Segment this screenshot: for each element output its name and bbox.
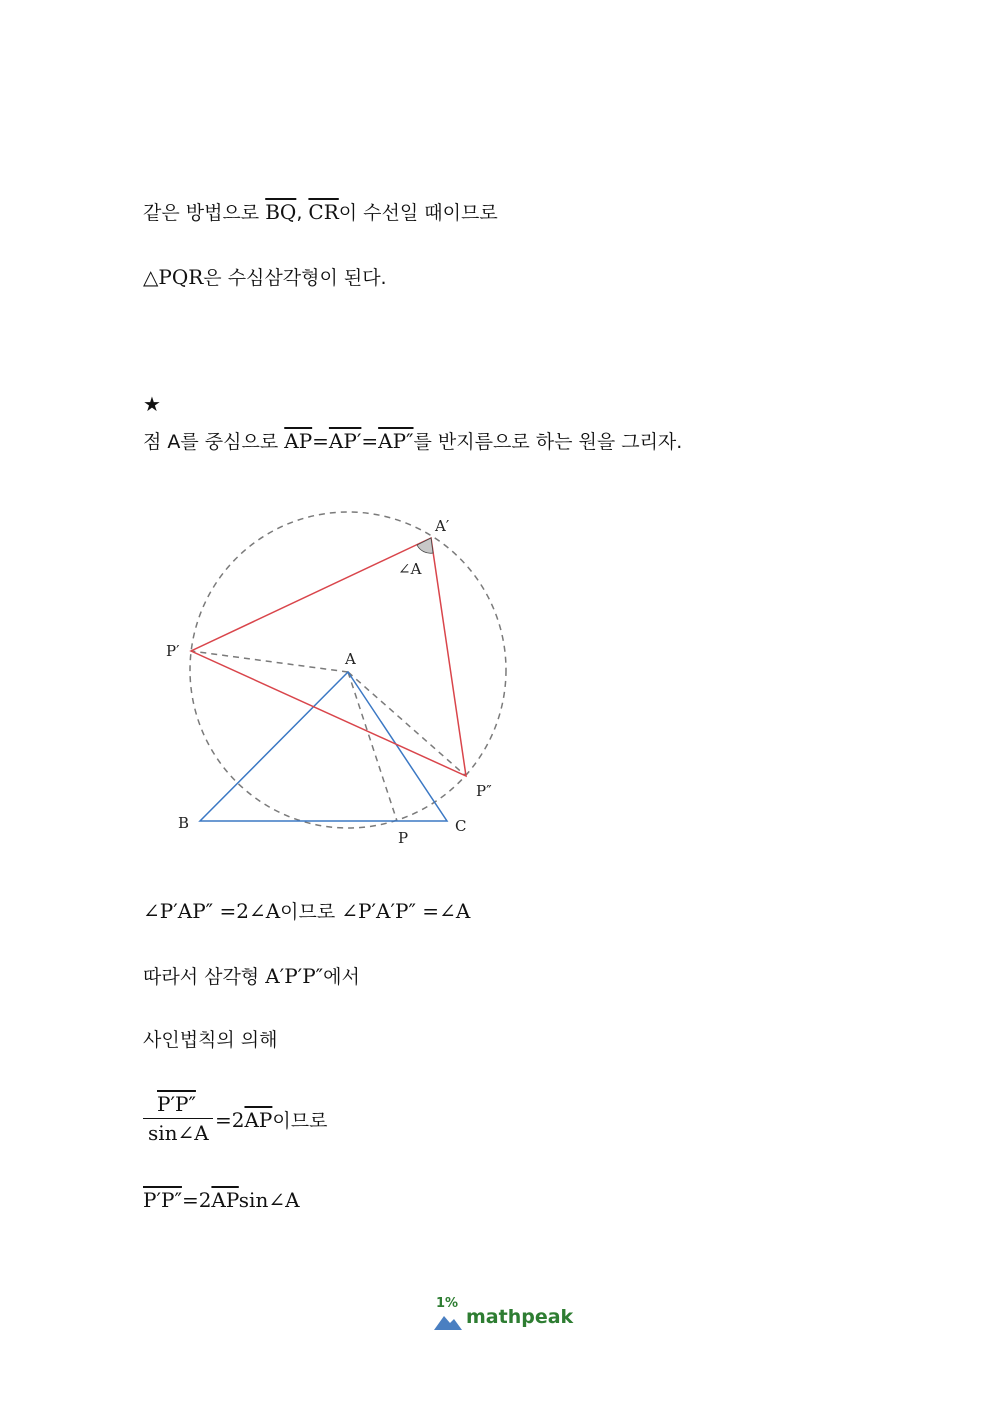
- circle: [190, 512, 506, 828]
- line-6: [143, 1025, 278, 1052]
- label-p: P: [398, 829, 409, 847]
- segment-ap: $\overline{AP}$: [211, 1188, 239, 1212]
- text: 점 A를 중심으로: [143, 431, 285, 453]
- text: 이므로: [280, 901, 342, 923]
- equals: =: [312, 429, 329, 453]
- line-3: [143, 427, 682, 454]
- triangle-pqr: △PQR: [143, 265, 204, 289]
- math: sin∠A: [238, 1188, 300, 1212]
- line-7: [143, 1188, 300, 1212]
- label-p-prime: P′: [166, 642, 180, 660]
- fraction-rest: [215, 1106, 327, 1133]
- line-4: [143, 897, 470, 924]
- label-angle-a: ∠A: [398, 560, 422, 578]
- math: =2: [215, 1108, 245, 1132]
- math: ∠P′AP″ =2∠A: [143, 899, 281, 923]
- text: 사인법칙의 의해: [143, 1029, 278, 1051]
- label-b: B: [178, 814, 190, 832]
- segment-pp: P′P″: [143, 1188, 182, 1212]
- text: 를 반지름으로 하는 원을 그리자.: [413, 431, 683, 453]
- mountain-icon: [434, 1312, 464, 1332]
- label-a-prime: A′: [435, 517, 450, 535]
- line-5: [143, 962, 360, 989]
- label-a: A: [345, 650, 356, 668]
- logo-brand: mathpeak: [466, 1306, 574, 1328]
- text: 이 수선일 때이므로: [338, 202, 498, 224]
- fraction-denominator: sin∠A: [148, 1121, 209, 1145]
- text: 에서: [323, 966, 360, 988]
- logo-percent: 1%: [436, 1296, 459, 1311]
- geometry-figure: [150, 500, 530, 850]
- star-icon: ★: [143, 392, 161, 416]
- text: 같은 방법으로: [143, 202, 266, 224]
- label-p-dprime: P″: [476, 782, 492, 800]
- equals: =: [361, 429, 379, 453]
- segment-ap-dprime: AP″: [378, 429, 414, 453]
- text: ,: [296, 202, 309, 224]
- math: ∠P′A′P″ =∠A: [341, 899, 471, 923]
- text: 따라서 삼각형: [143, 966, 266, 988]
- segment-ap: $\overline{AP}$: [244, 1108, 273, 1132]
- text: 이므로: [272, 1110, 328, 1132]
- line-2: [143, 263, 387, 290]
- segment-ap-prime: AP′: [328, 429, 362, 453]
- triangle-abc: [200, 672, 447, 821]
- segment-ap: $\overline{AP}$: [284, 429, 313, 453]
- segment-cr: $\overline{CR}$: [308, 200, 339, 224]
- text: 은 수심삼각형이 된다.: [203, 267, 387, 289]
- line-1: [143, 198, 498, 225]
- mathpeak-logo: [434, 1296, 574, 1336]
- label-c: C: [455, 817, 467, 835]
- fraction-numerator: P′P″: [157, 1092, 196, 1116]
- math: =2: [181, 1188, 212, 1212]
- fraction-bar: [143, 1118, 213, 1119]
- math: A′P′P″: [265, 964, 324, 988]
- segment-bq: $\overline{BQ}$: [265, 200, 297, 224]
